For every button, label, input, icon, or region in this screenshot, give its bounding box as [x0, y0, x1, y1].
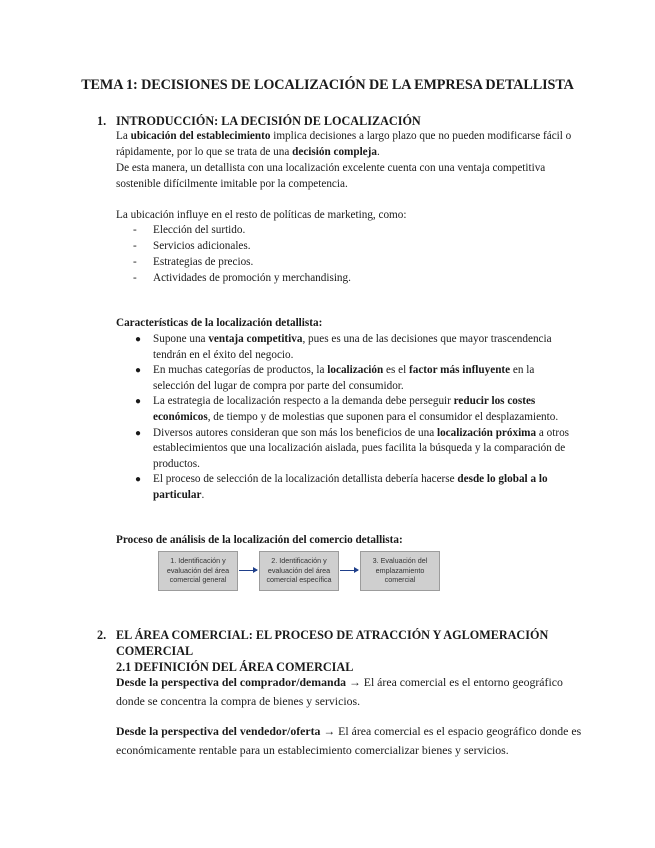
- dash-marker: -: [133, 256, 137, 268]
- bullet-icon: ●: [135, 396, 142, 408]
- text-run: implica decisiones a largo plazo que no pueden modificarse fácil o rápidamente, por lo que se trata de una: [116, 130, 572, 158]
- bold-run: decisión compleja: [292, 146, 377, 158]
- list-item-text: Actividades de promoción y merchandising.: [153, 272, 351, 284]
- supply-definition: [116, 722, 586, 760]
- bold-run: reducir los costes económicos: [153, 395, 536, 423]
- text-run: El área comercial es el entorno geográfico donde se concentra la compra de bienes y servicios.: [116, 675, 563, 708]
- text-run: La: [116, 130, 131, 142]
- characteristics-list: [133, 332, 573, 504]
- list-item: [133, 363, 573, 394]
- bullet-icon: ●: [135, 427, 142, 439]
- list-item-text: Estrategias de precios.: [153, 256, 254, 268]
- bold-run: Desde la perspectiva del vendedor/oferta: [116, 724, 321, 738]
- dash-marker: -: [133, 224, 137, 236]
- text-run: , de tiempo y de molestias que suponen para el consumidor el desplazamiento.: [207, 410, 559, 423]
- bold-run: ventaja competitiva: [208, 333, 303, 345]
- process-heading: Proceso de análisis de la localización del comercio detallista:: [116, 534, 403, 546]
- text-run: , pues es una de las decisiones que mayor trascendencia tendrán en el éxito del negocio.: [153, 333, 552, 361]
- demand-definition: [116, 673, 586, 711]
- bullet-icon: ●: [135, 334, 142, 345]
- characteristics-heading: Características de la localización detallista:: [116, 317, 323, 329]
- text-run: Supone una: [153, 333, 209, 345]
- text-run: El área comercial es el espacio geográfico donde es económicamente rentable para un establecimiento comercializar bienes y servicios.: [116, 724, 582, 757]
- dash-marker: -: [133, 272, 137, 284]
- process-step-1: 1. Identificación y evaluación del área comercial general: [158, 551, 238, 591]
- bullet-icon: ●: [135, 365, 142, 377]
- bold-run: localización: [327, 364, 384, 377]
- advantage-paragraph: De esta manera, un detallista con una localización excelente cuenta con una ventaja competitiva sostenible difícilmente imitable por la competencia.: [116, 162, 546, 190]
- section-1-number: 1.: [97, 114, 107, 128]
- section-2-title-line1: EL ÁREA COMERCIAL: EL PROCESO DE ATRACCIÓN Y AGLOMERACIÓN: [116, 628, 549, 642]
- arrow-right-icon: [340, 570, 358, 571]
- text-run: Diversos autores consideran que son más los beneficios de una: [153, 426, 437, 439]
- document-title: TEMA 1: DECISIONES DE LOCALIZACIÓN DE LA EMPRESA DETALLISTA: [81, 77, 574, 93]
- arrow-right-icon: [239, 570, 257, 571]
- bold-run: desde lo global a lo particular: [153, 473, 548, 501]
- text-run: es el: [383, 364, 410, 377]
- section-2-title-line2: COMERCIAL: [116, 644, 194, 658]
- bold-run: localización próxima: [436, 426, 537, 439]
- section-2-number: 2.: [97, 628, 107, 642]
- list-item: [133, 394, 573, 425]
- arrow-glyph: →: [346, 675, 364, 689]
- subsection-2-1-heading: 2.1 DEFINICIÓN DEL ÁREA COMERCIAL: [116, 660, 354, 674]
- bold-run: factor más influyente: [409, 364, 511, 377]
- list-item-text: Elección del surtido.: [153, 224, 246, 236]
- text-run: El proceso de selección de la localización detallista debería hacerse: [153, 473, 458, 486]
- marketing-intro: La ubicación influye en el resto de políticas de marketing, como:: [116, 209, 407, 221]
- process-step-3: 3. Evaluación del emplazamiento comercial: [360, 551, 440, 591]
- bold-run: ubicación del establecimiento: [130, 130, 271, 142]
- list-item-text: Servicios adicionales.: [153, 240, 251, 252]
- bullet-icon: ●: [135, 474, 142, 486]
- text-run: .: [376, 146, 380, 158]
- bold-run: Desde la perspectiva del comprador/demanda: [116, 675, 347, 689]
- dash-marker: -: [133, 240, 137, 252]
- section-1-title: INTRODUCCIÓN: LA DECISIÓN DE LOCALIZACIÓN: [116, 114, 421, 128]
- process-step-2: 2. Identificación y evaluación del área comercial específica: [259, 551, 339, 591]
- process-flow-diagram: [158, 551, 440, 592]
- list-item: [133, 472, 573, 503]
- text-run: a otros establecimientos que una localización aislada, pues facilita la búsqueda y la comparación de productos.: [153, 426, 570, 470]
- list-item: [133, 426, 573, 473]
- intro-paragraph: [116, 128, 586, 160]
- arrow-glyph: →: [320, 724, 339, 738]
- text-run: La estrategia de localización respecto a la demanda debe perseguir: [153, 395, 454, 408]
- list-item: [133, 332, 573, 363]
- text-run: En muchas categorías de productos, la: [153, 364, 328, 377]
- text-run: .: [201, 488, 205, 501]
- text-run: en la selección del lugar de compra por parte del consumidor.: [153, 364, 535, 392]
